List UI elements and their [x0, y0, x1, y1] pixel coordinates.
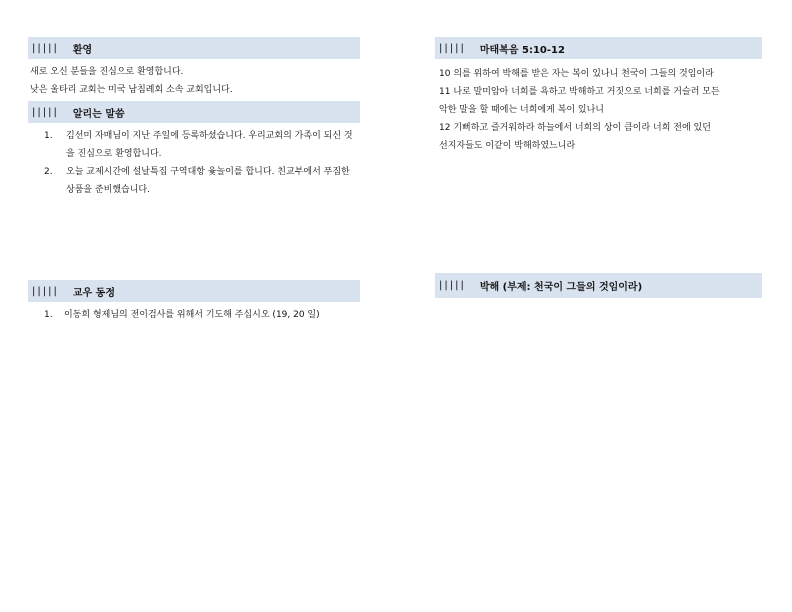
- item-text: 이동희 형제님의 전이검사를 위해서 기도해 주십시오 (19, 20 일): [64, 310, 320, 320]
- verse-line: 선지자들도 이같이 박해하였느니라: [439, 141, 576, 151]
- right-top-panel: [435, 37, 762, 155]
- item-text: 오늘 교제시간에 설날특집 구역대항 윷놀이를 합니다. 친교부에서 푸짐한 상품을 준비했습니다.: [66, 167, 350, 195]
- header-bars: |||||: [32, 42, 59, 54]
- scripture-text: [439, 65, 762, 155]
- item-number: 1.: [44, 310, 53, 320]
- sermon-title: 박해 (부제: 천국이 그들의 것임이라): [479, 282, 643, 293]
- header-bars: |||||: [439, 280, 466, 291]
- welcome-title: 환영: [72, 44, 93, 56]
- verse-line: 10 의를 위하여 박해를 받은 자는 복이 있나니 천국이 그들의 것임이라: [439, 69, 714, 79]
- list-item: [28, 306, 360, 324]
- left-bottom-panel: [28, 280, 360, 324]
- prayer-header: [28, 280, 360, 302]
- header-bars: |||||: [32, 285, 59, 297]
- announcements-header: [28, 101, 360, 123]
- right-bottom-panel: [435, 273, 762, 298]
- announcements-title: 알리는 말씀: [72, 108, 125, 120]
- left-top-panel: [28, 37, 360, 199]
- verse-line: 11 나로 말미암아 너희를 욕하고 박해하고 거짓으로 너희를 거슬러 모든: [439, 87, 720, 97]
- item-number: 1.: [44, 131, 53, 141]
- welcome-text: [30, 63, 360, 99]
- scripture-title: 마태복음 5:10-12: [479, 44, 565, 56]
- announcements-list: [28, 127, 360, 199]
- item-number: 2.: [44, 167, 53, 177]
- list-item: [28, 127, 360, 163]
- scripture-header: [435, 37, 762, 59]
- prayer-list: [28, 306, 360, 324]
- header-bars: |||||: [439, 42, 466, 54]
- prayer-title: 교우 동정: [72, 287, 115, 299]
- verse-line: 12 기뻐하고 즐거워하라 하늘에서 너희의 상이 큼이라 너희 전에 있던: [439, 123, 711, 133]
- welcome-line-2: 낮은 울타리 교회는 미국 남침례회 소속 교회입니다.: [30, 85, 233, 95]
- list-item: [28, 163, 360, 199]
- welcome-header: [28, 37, 360, 59]
- sermon-header: [435, 273, 762, 298]
- welcome-line-1: 새로 오신 분들을 진심으로 환영합니다.: [30, 67, 184, 77]
- header-bars: |||||: [32, 106, 59, 118]
- verse-line: 악한 말을 할 때에는 너희에게 복이 있나니: [439, 105, 604, 115]
- item-text: 김선미 자매님이 지난 주일에 등록하셨습니다. 우리교회의 가족이 되신 것을 진심으로 환영합니다.: [66, 131, 353, 159]
